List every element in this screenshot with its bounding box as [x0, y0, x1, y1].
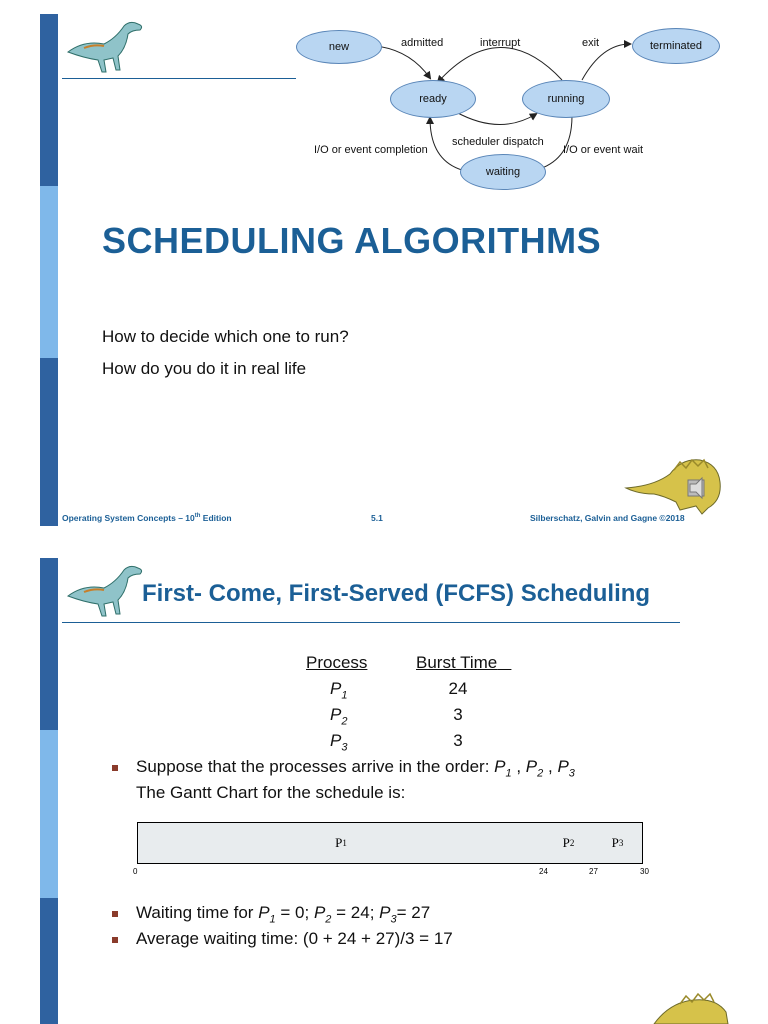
body-line-1: How to decide which one to run?: [102, 327, 349, 346]
table-row-process: [330, 679, 347, 701]
p-letter: P: [379, 903, 391, 922]
process-name: P: [330, 705, 342, 724]
sep: ,: [511, 757, 526, 776]
p-letter: P: [258, 903, 270, 922]
table-row-process: [330, 731, 347, 753]
label-interrupt: interrupt: [480, 37, 521, 49]
dinosaur-corner-image: [624, 452, 724, 516]
p-letter: P: [494, 757, 506, 776]
gantt-tick: 0: [133, 867, 138, 876]
value: = 24;: [331, 903, 380, 922]
footer-book-tail: Edition: [200, 513, 232, 523]
edge-exit: [582, 44, 630, 80]
p-sub: 1: [269, 913, 276, 926]
state-running: [522, 80, 610, 118]
gantt-chart: [133, 822, 649, 876]
side-bar-segment: [40, 730, 58, 898]
table-header-process: Process: [306, 653, 368, 672]
state-waiting-label: waiting: [485, 166, 521, 178]
side-bar-segment: [40, 14, 58, 186]
dinosaur-logo: [64, 18, 148, 76]
process-sub: 2: [341, 715, 348, 728]
gantt-tick: 24: [539, 867, 548, 876]
table-row-burst: 3: [453, 731, 463, 750]
table-header-burst-text: Burst Time: [416, 653, 498, 672]
p-letter: P: [313, 903, 326, 922]
header-rule: [62, 622, 680, 623]
state-running-label: running: [547, 93, 585, 105]
slide-2: [0, 544, 768, 1024]
side-bar-segment: [40, 898, 58, 1024]
gantt-tick: 30: [640, 867, 649, 876]
bullet-waiting-time: [136, 903, 430, 925]
dinosaur-corner-image: [650, 992, 730, 1024]
p-sub: 1: [505, 767, 512, 780]
gantt-segment-sub: 3: [618, 838, 624, 848]
footer-book-text: Operating System Concepts – 10: [62, 513, 195, 523]
bullet-text: Suppose that the processes arrive in the order:: [136, 757, 495, 776]
p-sub: 3: [390, 913, 397, 926]
state-new: [296, 30, 382, 64]
bullet-average-waiting: Average waiting time: (0 + 24 + 27)/3 = 17: [136, 929, 453, 948]
process-sub: 1: [341, 689, 348, 702]
edge-admitted: [376, 46, 430, 78]
state-terminated: [632, 28, 720, 64]
gantt-segment: [593, 822, 643, 864]
p-sub: 3: [568, 767, 575, 780]
gantt-segment: [543, 822, 595, 864]
p-sub: 2: [325, 913, 332, 926]
footer-book-sup: th: [194, 513, 201, 520]
state-ready: [390, 80, 476, 118]
gantt-segment-sub: 1: [342, 838, 347, 848]
footer-authors: Silberschatz, Galvin and Gagne ©2018: [530, 513, 685, 523]
bullet-text: Waiting time for: [136, 903, 259, 922]
edge-interrupt: [438, 47, 562, 82]
side-bar-segment: [40, 358, 58, 526]
p-letter: P: [525, 757, 538, 776]
header-rule: [62, 78, 296, 79]
process-sub: 3: [341, 741, 348, 754]
p-letter: P: [557, 757, 569, 776]
state-terminated-label: terminated: [650, 40, 702, 52]
label-io-completion: I/O or event completion: [314, 144, 428, 156]
bullet-marker: [112, 937, 118, 943]
label-exit: exit: [582, 37, 600, 49]
process-name: P: [330, 731, 342, 750]
label-io-wait: I/O or event wait: [563, 144, 644, 156]
side-bar-segment: [40, 558, 58, 730]
gantt-segment-label: P: [611, 835, 619, 850]
value: = 0;: [275, 903, 314, 922]
gantt-segment-label: P: [335, 835, 343, 850]
edge-scheduler-dispatch: [456, 112, 536, 125]
value: = 27: [396, 903, 431, 922]
table-row-burst: 24: [448, 679, 468, 698]
label-admitted: admitted: [401, 37, 444, 49]
label-scheduler-dispatch: scheduler dispatch: [452, 136, 544, 148]
table-row-burst: 3: [453, 705, 463, 724]
gantt-segment-sub: 2: [569, 838, 575, 848]
body-line-2: How do you do it in real life: [102, 359, 307, 378]
sep: ,: [543, 757, 558, 776]
gantt-segment: [137, 822, 545, 864]
footer-page-number: 5.1: [371, 513, 383, 523]
dinosaur-logo: [64, 562, 148, 620]
state-new-label: new: [328, 41, 350, 53]
p-sub: 2: [537, 767, 544, 780]
process-name: P: [330, 679, 342, 698]
gantt-segment-label: P: [562, 835, 570, 850]
bullet-text-line2: The Gantt Chart for the schedule is:: [136, 783, 406, 803]
side-bar-segment: [40, 186, 58, 358]
state-waiting: [460, 154, 546, 190]
table-row-process: [330, 705, 347, 727]
bullet-arrival-order: [136, 757, 575, 802]
state-ready-label: ready: [419, 93, 447, 105]
bullet-marker: [112, 911, 118, 917]
footer-book: [62, 513, 232, 523]
slide-title: SCHEDULING ALGORITHMS: [102, 220, 602, 261]
bullet-marker: [112, 765, 118, 771]
table-header-burst: [416, 653, 511, 673]
slide-title: First- Come, First-Served (FCFS) Scheduling: [142, 580, 651, 607]
gantt-tick: 27: [589, 867, 598, 876]
